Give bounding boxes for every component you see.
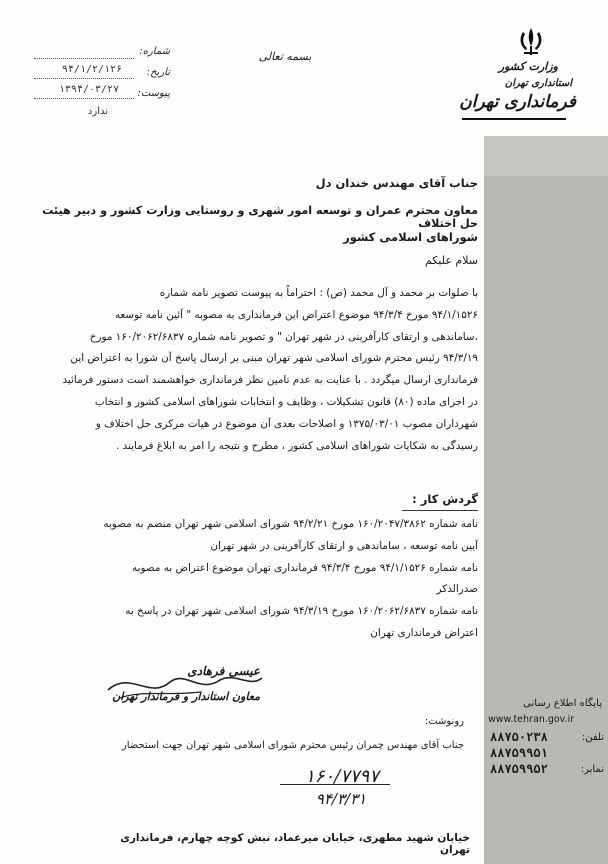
recipient-title: معاون محترم عمران و توسعه امور شهری و روستایی وزارت کشور و دبیر هیئت حل اختلاف <box>42 204 478 230</box>
date-line <box>34 78 134 79</box>
cc-item: جناب آقای مهندس چمران رئیس محترم شورای اسلامی شهر تهران جهت استحضار <box>121 740 464 751</box>
portal-label: پایگاه اطلاع رسانی <box>523 698 602 709</box>
circulation-item-line: صدرالذکر <box>436 583 478 596</box>
circulation-item <box>34 601 478 645</box>
attachment-value: ندارد <box>87 106 108 117</box>
circulation-item-line: نامه شماره ۹۴/۱/۱۵۲۶ مورخ ۹۴/۳/۴ فرمانداری تهران موضوع اعتراض به مصوبه <box>132 561 478 574</box>
emblem-icon <box>514 26 548 56</box>
body-line: رسیدگی به شکایات شوراهای اسلامی کشور ، مطرح و نتیجه را امر به ابلاغ فرمایند . <box>115 439 478 452</box>
circulation-item-line: آیین نامه توسعه ، ساماندهی و ارتقای کارآفرینی در شهر تهران <box>210 539 478 552</box>
greeting: سلام علیکم <box>424 254 478 267</box>
recipient-name: جناب آقای مهندس خندان دل <box>315 176 478 190</box>
website-link[interactable]: www.tehran.gov.ir <box>488 714 575 725</box>
handwritten-date: ۹۴/۳/۳۱ <box>315 790 367 808</box>
circulation-title: گردش کار : <box>412 492 478 506</box>
cc-label: رونوشت: <box>424 716 464 727</box>
circulation-item <box>34 558 478 602</box>
footer-address: خیابان شهید مطهری، خیابان میرعماد، نبش کوچه چهارم، فرمانداری تهران <box>120 832 470 856</box>
attachment-label: پیوست: <box>137 88 170 99</box>
date-value: ۱۳۹۴/۰۳/۲۷ <box>58 84 120 95</box>
body-line: ۹۴/۳/۱۹ رئیس محترم شورای اسلامی شهر تهران مبنی بر ارسال پاسخ آن شورا به اعتراض این <box>70 352 478 365</box>
fax-number: ۸۸۷۵۹۹۵۲ <box>490 762 548 776</box>
recipient-title-cont: شوراهای اسلامی کشور <box>343 230 478 244</box>
body-line: در اجرای ماده (۸۰) قانون تشکیلات ، وظایف و انتخابات شوراهای اسلامی کشور و انتخاب <box>94 395 478 408</box>
circulation-item <box>34 514 478 558</box>
logo-line2: استانداری تهران <box>504 78 572 89</box>
handwritten-number: ۱۶۰/۷۷۹۷ <box>305 766 379 787</box>
invocation: بسمه تعالی <box>258 50 312 63</box>
date-label: تاریخ: <box>146 67 170 78</box>
fax-label: نمابر: <box>580 764 604 775</box>
signatory-name: عیسی فرهادی <box>187 664 260 678</box>
letter-body <box>34 283 478 457</box>
circulation-item-line: نامه شماره ۱۶۰/۲۰۴۷/۳۸۶۲ مورخ ۹۴/۲/۲۱ شورای اسلامی شهر تهران منضم به مصوبه <box>103 518 478 530</box>
logo-underline <box>462 118 566 120</box>
signatory-title: معاون استاندار و فرماندار تهران <box>112 690 260 703</box>
body-line: با صلوات بر محمد و آل محمد (ص) : احتراماً به پیوست تصویر نامه شماره <box>159 287 478 299</box>
number-line <box>34 58 134 59</box>
number-label: شماره: <box>139 46 170 57</box>
logo-line3: فرمانداری تهران <box>459 92 576 112</box>
tel-number-1: ۸۸۷۵۰۲۳۸ <box>490 730 548 744</box>
circulation-underline <box>402 510 478 511</box>
right-band-top <box>484 136 608 176</box>
body-line: فرمانداری ارسال میگردد . با عنایت به عدم تامین نظر فرمانداری خواهشمند است دستور فرمائید <box>62 374 478 387</box>
circulation-item-line: اعتراض فرمانداری تهران <box>370 626 478 639</box>
attachment-line <box>34 98 134 99</box>
body-line: ،ساماندهی و ارتقای کارآفرینی در شهر تهران " و تصویر نامه شماره ۱۶۰/۲۰۶۲/۶۸۳۷ مورخ <box>89 330 478 343</box>
body-line: شهرداران مصوب ۱۳۷۵/۰۳/۰۱ و اصلاحات بعدی آن موضوع در هیات مرکزی حل اختلاف و <box>95 417 478 430</box>
logo-line1: وزارت کشور <box>498 60 558 73</box>
body-line: ۹۴/۱/۱۵۲۶ مورخ ۹۴/۳/۴ موضوع اعتراض این فرمانداری به مصوبه " آئین نامه توسعه <box>114 308 478 321</box>
tel-label: تلفن: <box>581 732 604 743</box>
handwritten-divider <box>280 784 390 785</box>
tel-number-2: ۸۸۷۵۹۹۵۱ <box>490 746 548 760</box>
circulation-item-line: نامه شماره ۱۶۰/۲۰۶۲/۶۸۳۷ مورخ ۹۴/۳/۱۹ شورای اسلامی شهر تهران در پاسخ به <box>125 605 478 618</box>
number-value: ۹۴/۱/۲/۱۲۶ <box>61 64 123 75</box>
circulation-list <box>34 514 478 645</box>
